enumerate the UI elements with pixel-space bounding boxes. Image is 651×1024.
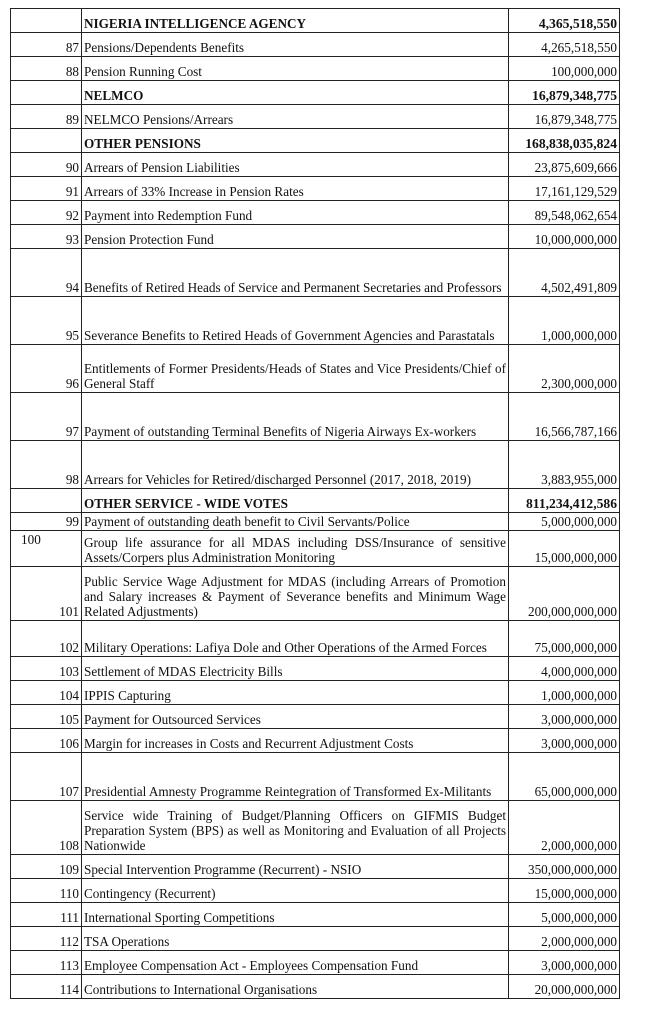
table-row [11,249,620,297]
item-number: 99 [11,513,82,531]
item-amount: 15,000,000,000 [509,531,620,567]
item-number: 95 [11,297,82,345]
section-total-amount: 168,838,035,824 [509,129,620,153]
item-description: Contingency (Recurrent) [82,879,509,903]
table-row [11,513,620,531]
item-description: Pension Protection Fund [82,225,509,249]
table-row [11,657,620,681]
item-number [11,489,82,513]
budget-table [10,8,620,999]
table-row [11,531,620,567]
item-amount: 15,000,000,000 [509,879,620,903]
item-amount: 65,000,000,000 [509,753,620,801]
table-row [11,621,620,657]
item-number: 106 [11,729,82,753]
table-row [11,105,620,129]
item-amount: 3,000,000,000 [509,705,620,729]
section-heading-row [11,9,620,33]
section-heading-row [11,81,620,105]
item-number: 114 [11,975,82,999]
item-description: Contributions to International Organisations [82,975,509,999]
item-number: 111 [11,903,82,927]
section-heading-row [11,129,620,153]
item-description: Group life assurance for all MDAS including DSS/Insurance of sensitive Assets/Corpers plus Administration Monitoring [82,531,509,567]
item-description: International Sporting Competitions [82,903,509,927]
table-row [11,297,620,345]
table-row [11,393,620,441]
item-number: 88 [11,57,82,81]
item-description: Arrears for Vehicles for Retired/discharged Personnel (2017, 2018, 2019) [82,441,509,489]
table-row [11,729,620,753]
item-description: TSA Operations [82,927,509,951]
item-description: IPPIS Capturing [82,681,509,705]
budget-table-body [11,9,620,999]
item-description: Severance Benefits to Retired Heads of Government Agencies and Parastatals [82,297,509,345]
section-heading-row [11,489,620,513]
item-amount: 10,000,000,000 [509,225,620,249]
item-number: 94 [11,249,82,297]
table-row [11,225,620,249]
table-row [11,753,620,801]
item-amount: 3,000,000,000 [509,951,620,975]
item-description: Pensions/Dependents Benefits [82,33,509,57]
item-amount: 4,265,518,550 [509,33,620,57]
item-number: 91 [11,177,82,201]
item-number: 92 [11,201,82,225]
table-row [11,705,620,729]
item-number: 110 [11,879,82,903]
item-description: Payment into Redemption Fund [82,201,509,225]
item-number: 96 [11,345,82,393]
table-row [11,57,620,81]
table-row [11,927,620,951]
item-description: Service wide Training of Budget/Planning Officers on GIFMIS Budget Preparation System (BPS) as well as Monitoring and Evaluation of all Projects Nationwide [82,801,509,855]
item-number: 109 [11,855,82,879]
table-row [11,441,620,489]
item-number: 113 [11,951,82,975]
item-amount: 4,502,491,809 [509,249,620,297]
item-description: Settlement of MDAS Electricity Bills [82,657,509,681]
table-row [11,177,620,201]
item-description: Presidential Amnesty Programme Reintegration of Transformed Ex-Militants [82,753,509,801]
item-amount: 20,000,000,000 [509,975,620,999]
item-amount: 3,000,000,000 [509,729,620,753]
table-row [11,879,620,903]
item-amount: 3,883,955,000 [509,441,620,489]
item-description: Arrears of Pension Liabilities [82,153,509,177]
table-row [11,33,620,57]
table-row [11,201,620,225]
item-amount: 2,000,000,000 [509,801,620,855]
item-amount: 4,000,000,000 [509,657,620,681]
item-number: 104 [11,681,82,705]
item-description: Payment of outstanding Terminal Benefits of Nigeria Airways Ex-workers [82,393,509,441]
item-amount: 100,000,000 [509,57,620,81]
item-description: Employee Compensation Act - Employees Compensation Fund [82,951,509,975]
item-number [11,9,82,33]
table-row [11,567,620,621]
item-amount: 89,548,062,654 [509,201,620,225]
item-description: NELMCO Pensions/Arrears [82,105,509,129]
item-amount: 75,000,000,000 [509,621,620,657]
section-heading: OTHER SERVICE - WIDE VOTES [82,489,509,513]
item-amount: 5,000,000,000 [509,513,620,531]
item-number: 112 [11,927,82,951]
item-amount: 350,000,000,000 [509,855,620,879]
item-description: Special Intervention Programme (Recurrent) - NSIO [82,855,509,879]
item-description: Margin for increases in Costs and Recurrent Adjustment Costs [82,729,509,753]
item-description: Payment for Outsourced Services [82,705,509,729]
item-amount: 5,000,000,000 [509,903,620,927]
item-description: Public Service Wage Adjustment for MDAS (including Arrears of Promotion and Salary increases & Payment of Severance benefits and Minimum Wage Related Adjustments) [82,567,509,621]
table-row [11,975,620,999]
item-number: 103 [11,657,82,681]
item-amount: 1,000,000,000 [509,681,620,705]
item-amount: 16,879,348,775 [509,105,620,129]
item-amount: 17,161,129,529 [509,177,620,201]
item-amount: 23,875,609,666 [509,153,620,177]
item-description: Arrears of 33% Increase in Pension Rates [82,177,509,201]
item-number: 107 [11,753,82,801]
item-number: 101 [11,567,82,621]
section-total-amount: 4,365,518,550 [509,9,620,33]
item-amount: 2,300,000,000 [509,345,620,393]
section-heading: OTHER PENSIONS [82,129,509,153]
item-number: 97 [11,393,82,441]
item-number [11,129,82,153]
item-description: Entitlements of Former Presidents/Heads of States and Vice Presidents/Chief of General Staff [82,345,509,393]
item-number: 89 [11,105,82,129]
table-row [11,681,620,705]
item-number [11,81,82,105]
table-row [11,855,620,879]
item-description: Benefits of Retired Heads of Service and Permanent Secretaries and Professors [82,249,509,297]
table-row [11,951,620,975]
item-number: 105 [11,705,82,729]
item-amount: 16,566,787,166 [509,393,620,441]
table-row [11,801,620,855]
table-row [11,345,620,393]
item-number: 100 [11,531,82,567]
item-amount: 1,000,000,000 [509,297,620,345]
item-number: 93 [11,225,82,249]
item-number: 87 [11,33,82,57]
item-description: Military Operations: Lafiya Dole and Other Operations of the Armed Forces [82,621,509,657]
item-amount: 2,000,000,000 [509,927,620,951]
item-description: Payment of outstanding death benefit to Civil Servants/Police [82,513,509,531]
item-amount: 200,000,000,000 [509,567,620,621]
table-row [11,153,620,177]
item-description: Pension Running Cost [82,57,509,81]
item-number: 108 [11,801,82,855]
section-heading: NIGERIA INTELLIGENCE AGENCY [82,9,509,33]
item-number: 102 [11,621,82,657]
item-number: 90 [11,153,82,177]
section-total-amount: 16,879,348,775 [509,81,620,105]
table-row [11,903,620,927]
section-heading: NELMCO [82,81,509,105]
item-number: 98 [11,441,82,489]
section-total-amount: 811,234,412,586 [509,489,620,513]
